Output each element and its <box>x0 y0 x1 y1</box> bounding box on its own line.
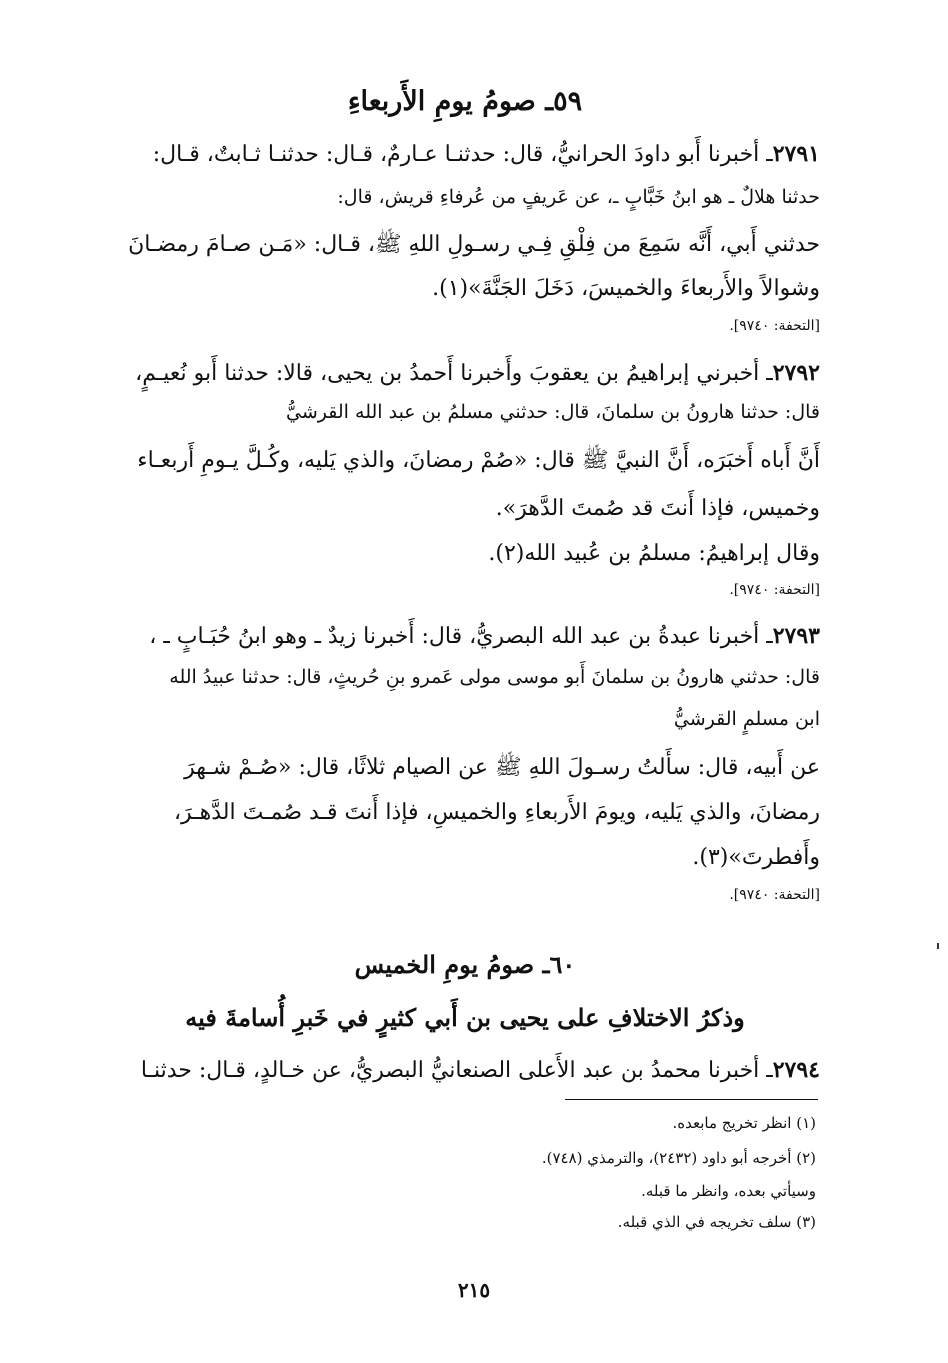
hadith-number: ٢٧٩٣ <box>772 623 820 649</box>
page-number: ٢١٥ <box>457 1278 491 1302</box>
hadith-2791-line-4: وشوالاً والأَربعاءَ والخميسَ، دَخَلَ الجَنَّةَ»(١). <box>432 276 820 301</box>
hadith-2791-line-2: حدثنا هلالٌ ـ هو ابنُ خَبَّابٍ ـ، عن عَريفٍ من عُرفاءِ قريش، قال: <box>337 186 820 208</box>
hadith-number: ٢٧٩١ <box>772 141 820 167</box>
tuhfa-reference: [التحفة: ٩٧٤٠]. <box>729 318 820 334</box>
hadith-2794-line-1: ٢٧٩٤ـ أخبرنا محمدُ بن عبد الأَعلى الصنعانيُّ البصريُّ، عن خـالدٍ، قـال: حدثنـا <box>140 1057 820 1083</box>
footnote-2-continued: وسيأتي بعده، وانظر ما قبله. <box>641 1182 816 1200</box>
chapter-59-title: ٥٩ـ صومُ يومِ الأَربعاءِ <box>347 86 583 117</box>
hadith-number: ٢٧٩٤ <box>772 1057 820 1083</box>
footnote-2: (٢) أخرجه أبو داود (٢٤٣٢)، والترمذي (٧٤٨). <box>541 1149 816 1167</box>
hadith-2793-line-1: ٢٧٩٣ـ أخبرنا عبدةُ بن عبد الله البصريُّ، قال: أَخبرنا زيدٌ ـ وهو ابنُ حُبَـابٍ ـ ، <box>149 623 820 649</box>
hadith-2792-line-1: ٢٧٩٢ـ أخبرني إبراهيمُ بن يعقوبَ وأَخبرنا أَحمدُ بن يحيى، قالا: حدثنا أَبو نُعيـمٍ، <box>135 360 820 386</box>
chapter-60-subtitle: وذكرُ الاختلافِ على يحيى بن أَبي كثيرٍ في خَبرِ أُسامةَ فيه <box>185 1003 745 1032</box>
footnote-divider <box>565 1099 818 1100</box>
hadith-2793-line-4: عن أَبيه، قال: سأَلتُ رسـولَ اللهِ ﷺ عن الصيام ثلاثًا، قال: «صُـمْ شـهرَ <box>184 755 820 780</box>
hadith-2792-line-5: وقال إبراهيمُ: مسلمُ بن عُبيد الله(٢). <box>488 541 820 566</box>
hadith-2793-line-3: ابن مسلمٍ القرشيُّ <box>673 708 820 730</box>
hadith-2792-line-4: وخميس، فإذا أَنتَ قد صُمتَ الدَّهرَ». <box>495 496 820 521</box>
footnote-3: (٣) سلف تخريجه في الذي قبله. <box>617 1213 816 1231</box>
hadith-2791-line-3: حدثني أَبي، أَنَّه سَمِعَ من فِلْقِ فِـي رسـولِ اللهِ ﷺ، قـال: «مَـن صـامَ رمضـانَ <box>128 232 820 257</box>
hadith-2793-line-6: وأَفطرتَ»(٣). <box>692 845 820 870</box>
hadith-2793-line-2: قال: حدثني هارونُ بن سلمانَ أَبو موسى مولى عَمرو بنِ حُريثٍ، قال: حدثنا عبيدُ الله <box>169 666 820 688</box>
hadith-2792-line-2: قال: حدثنا هارونُ بن سلمانَ، قال: حدثني مسلمُ بن عبد الله القرشيُّ <box>286 401 820 423</box>
chapter-60-title: ٦٠ـ صومُ يومِ الخميس <box>354 950 576 979</box>
footnote-1: (١) انظر تخريج مابعده. <box>672 1114 816 1132</box>
scan-speck <box>937 943 939 949</box>
hadith-number: ٢٧٩٢ <box>772 360 820 386</box>
hadith-2793-line-5: رمضانَ، والذي يَليه، ويومَ الأَربعاءِ والخميسِ، فإذا أَنتَ قـد صُمـتَ الدَّهـرَ، <box>173 800 820 825</box>
tuhfa-reference: [التحفة: ٩٧٤٠]. <box>729 887 820 903</box>
hadith-2792-line-3: أَنَّ أَباه أَخبَرَه، أَنَّ النبيَّ ﷺ قال: «صُمْ رمضانَ، والذي يَليه، وكُـلَّ يـومِ أَربعـاء <box>137 448 820 473</box>
tuhfa-reference: [التحفة: ٩٧٤٠]. <box>729 582 820 598</box>
hadith-2791-line-1: ٢٧٩١ـ أخبرنا أَبو داودَ الحرانيُّ، قال: حدثنـا عـارمٌ، قـال: حدثنـا ثـابتٌ، قـال: <box>152 141 820 167</box>
